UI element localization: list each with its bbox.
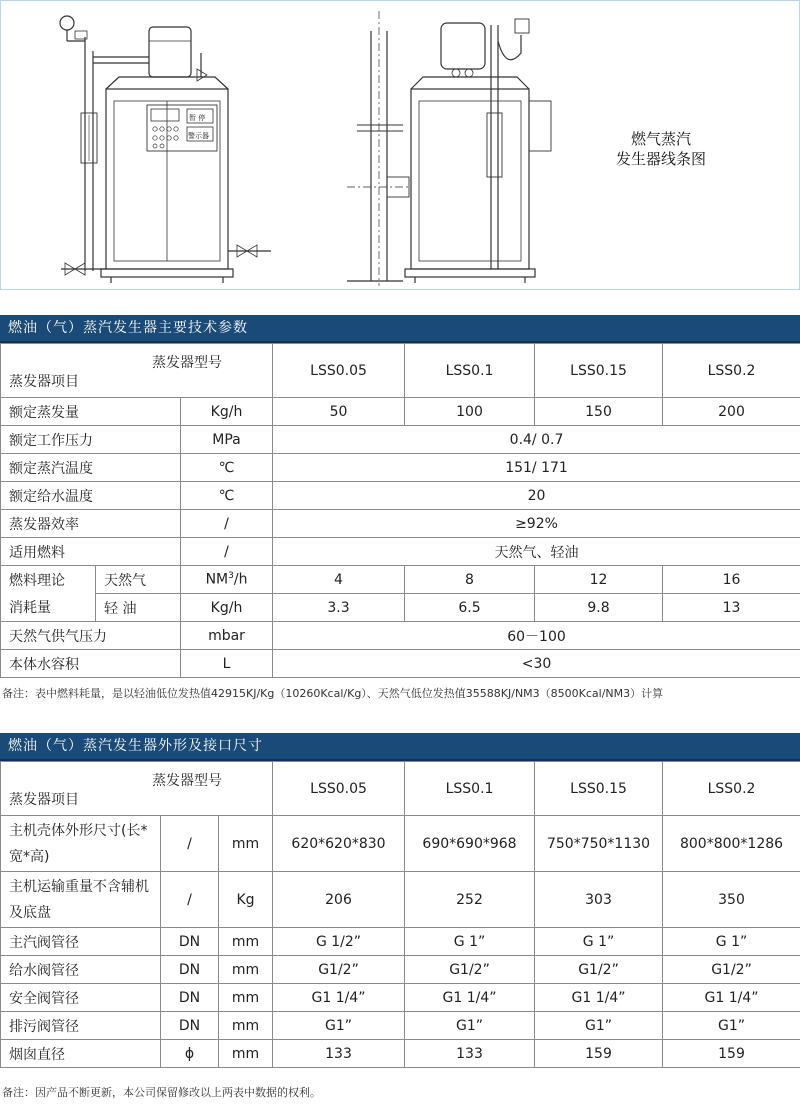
table2-note: 备注：因产品不断更新，本公司保留修改以上两表中数据的权利。 bbox=[2, 1086, 321, 1099]
table-row bbox=[1, 1040, 800, 1068]
row-value: 150 bbox=[535, 398, 663, 426]
row-value: 16 bbox=[663, 566, 800, 594]
row-label: 额定工作压力 bbox=[1, 426, 181, 454]
table1-model-header: LSS0.2 bbox=[663, 344, 800, 398]
table2-model-header: LSS0.2 bbox=[663, 762, 800, 816]
row-value: 50 bbox=[273, 398, 405, 426]
table1-title: 燃油（气）蒸汽发生器主要技术参数 bbox=[8, 320, 248, 336]
row-value: 3.3 bbox=[273, 594, 405, 622]
row-spec: / bbox=[161, 816, 219, 872]
row-unit: mm bbox=[219, 984, 273, 1012]
table1-model-header: LSS0.05 bbox=[273, 344, 405, 398]
row-label: 天然气供气压力 bbox=[1, 622, 181, 650]
row-value: G 1/2” bbox=[273, 928, 405, 956]
row-merged-value: 20 bbox=[273, 482, 800, 510]
row-unit: Kg bbox=[219, 872, 273, 928]
row-label: 额定给水温度 bbox=[1, 482, 181, 510]
row-value: 133 bbox=[273, 1040, 405, 1068]
table-row bbox=[1, 1012, 800, 1040]
row-value: 750*750*1130 bbox=[535, 816, 663, 872]
row-label: 主机运输重量不含辅机及底盘 bbox=[1, 872, 161, 928]
pressure-gauge bbox=[60, 16, 74, 30]
tech-params-table bbox=[0, 343, 800, 678]
table1-note: 备注：表中燃料耗量，是以轻油低位发热值42915KJ/Kg（10260Kcal/Kg）、天然气低位发热值35588KJ/NM3（8500Kcal/NM3）计算 bbox=[2, 687, 664, 700]
row-value: 200 bbox=[663, 398, 800, 426]
table-row bbox=[1, 538, 800, 566]
right-sight-glass bbox=[487, 113, 502, 177]
row-value: G1/2” bbox=[535, 956, 663, 984]
row-value: G 1” bbox=[663, 928, 800, 956]
right-unit-body bbox=[411, 89, 529, 269]
row-value: 8 bbox=[405, 566, 535, 594]
row-value: G 1” bbox=[535, 928, 663, 956]
row-label: 主汽阀管径 bbox=[1, 928, 161, 956]
row-value: G1” bbox=[663, 1012, 800, 1040]
row-label: 主机壳体外形尺寸(长*宽*高) bbox=[1, 816, 161, 872]
row-spec: DN bbox=[161, 1012, 219, 1040]
row-value: G1 1/4” bbox=[535, 984, 663, 1012]
table-row bbox=[1, 426, 800, 454]
table-row bbox=[1, 984, 800, 1012]
table-row bbox=[1, 872, 800, 928]
fuel-oil-unit: Kg/h bbox=[181, 594, 273, 622]
table-row bbox=[1, 454, 800, 482]
table2-corner-cell bbox=[1, 762, 273, 816]
row-value: 4 bbox=[273, 566, 405, 594]
table1-model-header: LSS0.1 bbox=[405, 344, 535, 398]
row-value: G1” bbox=[535, 1012, 663, 1040]
row-label: 烟囱直径 bbox=[1, 1040, 161, 1068]
unit-tail: /h bbox=[233, 571, 248, 588]
row-unit: mbar bbox=[181, 622, 273, 650]
row-value: 620*620*830 bbox=[273, 816, 405, 872]
table2-item-label: 蒸发器项目 bbox=[9, 792, 79, 808]
row-value: G1 1/4” bbox=[663, 984, 800, 1012]
table-row bbox=[1, 566, 800, 594]
row-value: 690*690*968 bbox=[405, 816, 535, 872]
left-burner bbox=[149, 27, 191, 77]
row-value: 133 bbox=[405, 1040, 535, 1068]
table2-model-header: LSS0.1 bbox=[405, 762, 535, 816]
panel-button-pause-label: 暂 停 bbox=[189, 114, 206, 122]
row-unit: mm bbox=[219, 956, 273, 984]
row-value: 13 bbox=[663, 594, 800, 622]
row-merged-value: 天然气、轻油 bbox=[273, 538, 800, 566]
table1-model-label: 蒸发器型号 bbox=[152, 355, 223, 371]
table2-title-bar bbox=[0, 733, 800, 759]
right-burner bbox=[441, 23, 485, 69]
row-label: 额定蒸汽温度 bbox=[1, 454, 181, 482]
row-unit: Kg/h bbox=[181, 398, 273, 426]
row-label: 额定蒸发量 bbox=[1, 398, 181, 426]
dimensions-table bbox=[0, 761, 800, 1068]
panel-button-alarm-label: 警示器 bbox=[188, 132, 209, 140]
table-row bbox=[1, 816, 800, 872]
line-drawing-panel bbox=[0, 0, 800, 290]
control-panel bbox=[147, 105, 217, 151]
fuel-oil-label: 轻 油 bbox=[96, 594, 181, 622]
table1-header-row bbox=[1, 344, 800, 398]
row-label: 蒸发器效率 bbox=[1, 510, 181, 538]
row-value: 159 bbox=[663, 1040, 800, 1068]
table-row bbox=[1, 956, 800, 984]
row-unit: / bbox=[181, 538, 273, 566]
row-value: 252 bbox=[405, 872, 535, 928]
drawing-title-line1: 燃气蒸汽 bbox=[630, 130, 691, 148]
row-unit: MPa bbox=[181, 426, 273, 454]
row-value: 206 bbox=[273, 872, 405, 928]
table-row bbox=[1, 510, 800, 538]
table1-item-label: 蒸发器项目 bbox=[9, 374, 79, 390]
table-row bbox=[1, 928, 800, 956]
row-spec: DN bbox=[161, 928, 219, 956]
row-value: G1 1/4” bbox=[273, 984, 405, 1012]
row-label: 适用燃料 bbox=[1, 538, 181, 566]
row-unit: / bbox=[181, 510, 273, 538]
row-merged-value: 151/ 171 bbox=[273, 454, 800, 482]
table2-model-header: LSS0.05 bbox=[273, 762, 405, 816]
row-value: G1/2” bbox=[663, 956, 800, 984]
fuel-gas-unit bbox=[181, 566, 273, 594]
row-unit: ℃ bbox=[181, 482, 273, 510]
row-value: G1” bbox=[405, 1012, 535, 1040]
row-value: 350 bbox=[663, 872, 800, 928]
row-spec: / bbox=[161, 872, 219, 928]
row-value: 9.8 bbox=[535, 594, 663, 622]
table1-model-header: LSS0.15 bbox=[535, 344, 663, 398]
row-unit: ℃ bbox=[181, 454, 273, 482]
row-unit: mm bbox=[219, 1012, 273, 1040]
table-row bbox=[1, 398, 800, 426]
fuel-gas-label: 天然气 bbox=[96, 566, 181, 594]
row-value: 6.5 bbox=[405, 594, 535, 622]
table-row bbox=[1, 622, 800, 650]
row-label: 安全阀管径 bbox=[1, 984, 161, 1012]
row-value: 800*800*1286 bbox=[663, 816, 800, 872]
row-unit: L bbox=[181, 650, 273, 678]
table-row bbox=[1, 650, 800, 678]
row-spec: DN bbox=[161, 984, 219, 1012]
row-value: 100 bbox=[405, 398, 535, 426]
row-merged-value: 60－100 bbox=[273, 622, 800, 650]
table-row bbox=[1, 482, 800, 510]
row-spec: ϕ bbox=[161, 1040, 219, 1068]
row-label: 排污阀管径 bbox=[1, 1012, 161, 1040]
table2-model-header: LSS0.15 bbox=[535, 762, 663, 816]
unit-sup: 3 bbox=[228, 571, 234, 582]
row-unit: mm bbox=[219, 1040, 273, 1068]
row-spec: DN bbox=[161, 956, 219, 984]
row-value: G1/2” bbox=[273, 956, 405, 984]
row-value: 12 bbox=[535, 566, 663, 594]
row-merged-value: ≥92% bbox=[273, 510, 800, 538]
fuel-label-line1: 燃料理论 bbox=[1, 566, 96, 594]
unit-base: NM bbox=[205, 571, 229, 588]
fuel-label-line2: 消耗量 bbox=[1, 594, 96, 622]
table1-title-bar bbox=[0, 315, 800, 341]
row-unit: mm bbox=[219, 928, 273, 956]
row-merged-value: <30 bbox=[273, 650, 800, 678]
table2-title: 燃油（气）蒸汽发生器外形及接口尺寸 bbox=[8, 738, 263, 754]
row-label: 本体水容积 bbox=[1, 650, 181, 678]
row-value: G1” bbox=[273, 1012, 405, 1040]
row-value: G1 1/4” bbox=[405, 984, 535, 1012]
drawing-title-line2: 发生器线条图 bbox=[615, 150, 706, 168]
table1-corner-cell bbox=[1, 344, 273, 398]
table2-model-label: 蒸发器型号 bbox=[152, 773, 223, 789]
row-unit: mm bbox=[219, 816, 273, 872]
table2-header-row bbox=[1, 762, 800, 816]
row-value: 159 bbox=[535, 1040, 663, 1068]
row-value: 303 bbox=[535, 872, 663, 928]
drawing-title bbox=[601, 129, 721, 169]
row-value: G1/2” bbox=[405, 956, 535, 984]
row-label: 给水阀管径 bbox=[1, 956, 161, 984]
row-value: G 1” bbox=[405, 928, 535, 956]
row-merged-value: 0.4/ 0.7 bbox=[273, 426, 800, 454]
table-row bbox=[1, 594, 800, 622]
